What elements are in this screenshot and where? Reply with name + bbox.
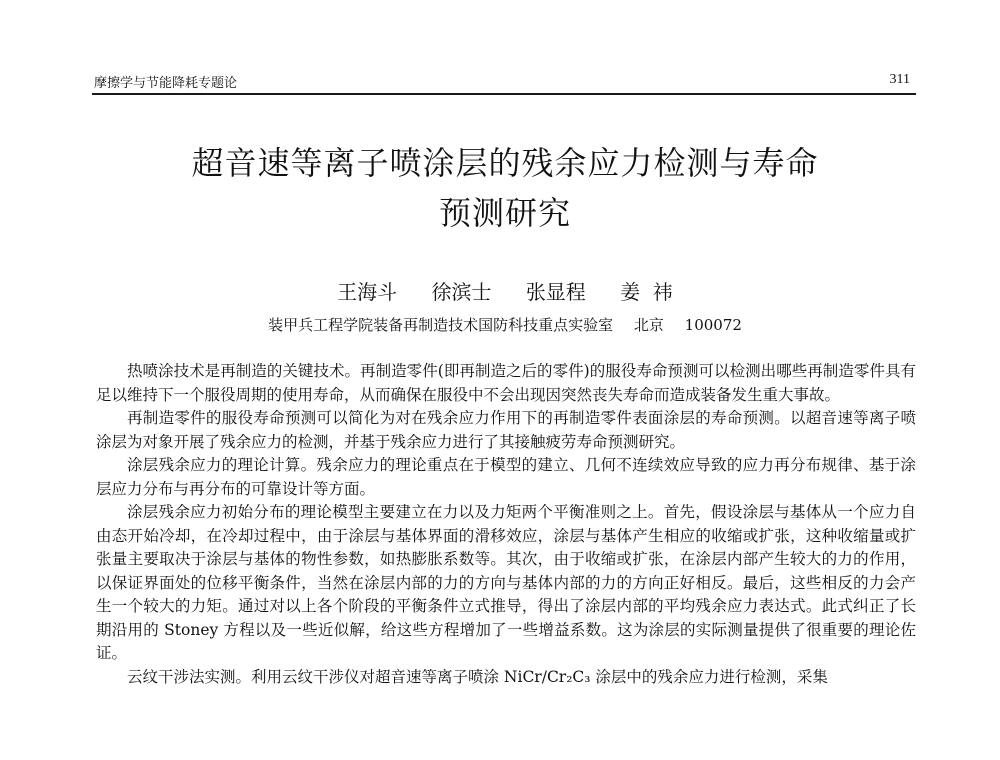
paragraph: 热喷涂技术是再制造的关键技术。再制造零件(即再制造之后的零件)的服役寿命预测可以检测出哪些再制造零件具有足以维持下一个服役周期的使用寿命，从而确保在服役中不会出现因突然丧失寿命而造成装备发生重大事故。: [96, 362, 916, 404]
paper-title: [100, 138, 910, 238]
paragraph: 再制造零件的服役寿命预测可以简化为对在残余应力作用下的再制造零件表面涂层的寿命预测。以超音速等离子喷涂层为对象开展了残余应力的检测，并基于残余应力进行了其接触疲劳寿命预测研究。: [96, 409, 916, 451]
author-list: [100, 276, 910, 305]
title-line-2: 预测研究: [438, 194, 571, 232]
author-name: 张显程: [525, 280, 586, 304]
affiliation: [100, 314, 910, 335]
body-text: [96, 360, 916, 689]
paragraph: 云纹干涉法实测。利用云纹干涉仪对超音速等离子喷涂 NiCr/Cr₂C₃ 涂层中的残余应力进行检测，采集: [127, 667, 828, 686]
paragraph: 涂层残余应力初始分布的理论模型主要建立在力以及力矩两个平衡准则之上。首先，假设涂层与基体从一个应力自由态开始冷却，在冷却过程中，由于涂层与基体界面的滑移效应，涂层与基体产生相应的收缩或扩张，这种收缩量或扩张量主要取决于涂层与基体的物性参数，如热膨胀系数等。其次，由于收缩或扩张，在涂层内部产生较大的力的作用，以保证界面处的位移平衡条件，当然在涂层内部的力的方向与基体内部的力的方向正好相反。最后，这些相反的力会产生一个较大的力矩。通过对以上各个阶段的平衡条件立式推导，得出了涂层内部的平均残余应力表达式。此式纠正了长期沿用的 Stoney 方程以及一些近似解，给这些方程增加了一些增益系数。这为涂层的实际测量提供了很重要的理论佐证。: [96, 503, 916, 662]
affiliation-city: 北京: [633, 316, 664, 334]
journal-name: 摩擦学与节能降耗专题论: [94, 76, 238, 91]
affiliation-postcode: 100072: [684, 316, 742, 334]
author-name: 王海斗: [337, 280, 398, 304]
author-name: 姜 祎: [620, 280, 673, 304]
title-line-1: 超音速等离子喷涂层的残余应力检测与寿命: [191, 144, 819, 182]
author-name: 徐滨士: [431, 280, 492, 304]
page-number: 311: [889, 72, 910, 87]
header-rule: [92, 93, 916, 95]
paragraph: 涂层残余应力的理论计算。残余应力的理论重点在于模型的建立、几何不连续效应导致的应力再分布规律、基于涂层应力分布与再分布的可靠设计等方面。: [96, 456, 916, 498]
running-header: [94, 70, 916, 92]
affiliation-institution: 装甲兵工程学院装备再制造技术国防科技重点实验室: [268, 316, 614, 334]
